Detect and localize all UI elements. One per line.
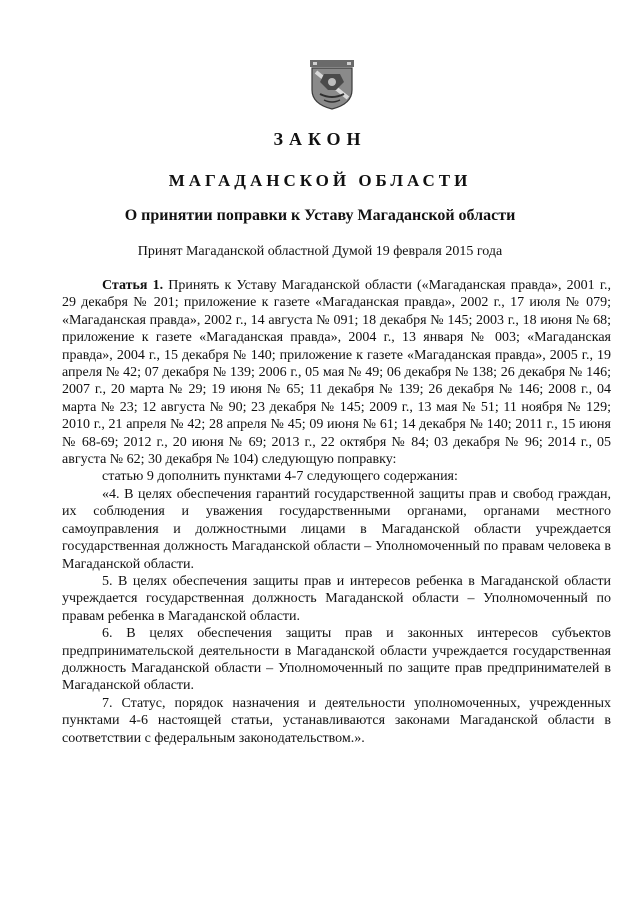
- item-6-paragraph: 6. В целях обеспечения защиты прав и законных интересов субъектов предпринимательской деятельности в Магаданской области учреждается государственная должность Магаданской области – Уполномоченный по защите прав предпринимателей в Магаданской области.: [62, 626, 611, 694]
- item-4-paragraph: «4. В целях обеспечения гарантий государственной защиты прав и свобод граждан, их соблюдения и уважения государственными органами, органами местного самоуправления и должностными лицами в Магаданской области учреждается государственная должность Магаданской области – Уполномоченный по правам человека в Магаданской области.: [62, 486, 611, 572]
- region-title: МАГАДАНСКОЙ ОБЛАСТИ: [168, 171, 472, 190]
- document-type-title: ЗАКОН: [273, 129, 367, 149]
- law-subject-title: О принятии поправки к Уставу Магаданской области: [124, 207, 516, 224]
- item-5-paragraph: 5. В целях обеспечения защиты прав и интересов ребенка в Магаданской области учреждается государственная должность Магаданской области – Уполномоченный по правам ребенка в Магаданской области.: [62, 573, 611, 624]
- article-intro-text: Принять к Уставу Магаданской области («Магаданская правда», 2001 г., 29 декабря № 201; приложение к газете «Магаданская правда», 2002 г., 17 июля № 079; «Магаданская правда», 2002 г., 14 августа № 091; 18 декабря № 145; 2003 г., 18 июня № 68; приложение к газете «Магаданская правда», 2004 г., 13 января № 003; «Магаданская правда», 2004 г., 15 декабря № 140; приложение к газете «Магаданская правда», 2005 г., 19 апреля № 42; 07 декабря № 139; 2006 г., 05 мая № 49; 06 декабря № 138; 26 декабря № 146; 2007 г., 20 марта № 29; 19 июня № 65; 11 декабря № 139; 26 декабря № 146; 2008 г., 04 марта № 23; 12 августа № 90; 23 декабря № 145; 2009 г., 13 мая № 51; 11 ноября № 129; 2010 г., 21 апреля № 42; 28 апреля № 45; 09 июня № 61; 14 декабря № 140; 2011 г., 15 июня № 68-69; 2012 г., 20 июня № 69; 2013 г., 22 октября № 84; 03 декабря № 96; 2014 г., 05 августа № 62; 30 декабря № 104) следующую поправку:: [62, 278, 612, 468]
- item-7-paragraph: 7. Статус, порядок назначения и деятельности уполномоченных, учрежденных пунктами 4-6 настоящей статьи, устанавливаются законами Магаданской области в соответствии с федеральным законодательством.».: [62, 695, 611, 746]
- law-body: [62, 277, 611, 747]
- article-paragraph: [62, 277, 611, 468]
- amendment-instruction: статью 9 дополнить пунктами 4-7 следующего содержания:: [102, 469, 458, 485]
- magadan-region-coat-of-arms-icon: [310, 60, 354, 110]
- article-heading: Статья 1.: [102, 278, 164, 293]
- adoption-note: Принят Магаданской областной Думой 19 февраля 2015 года: [137, 244, 503, 259]
